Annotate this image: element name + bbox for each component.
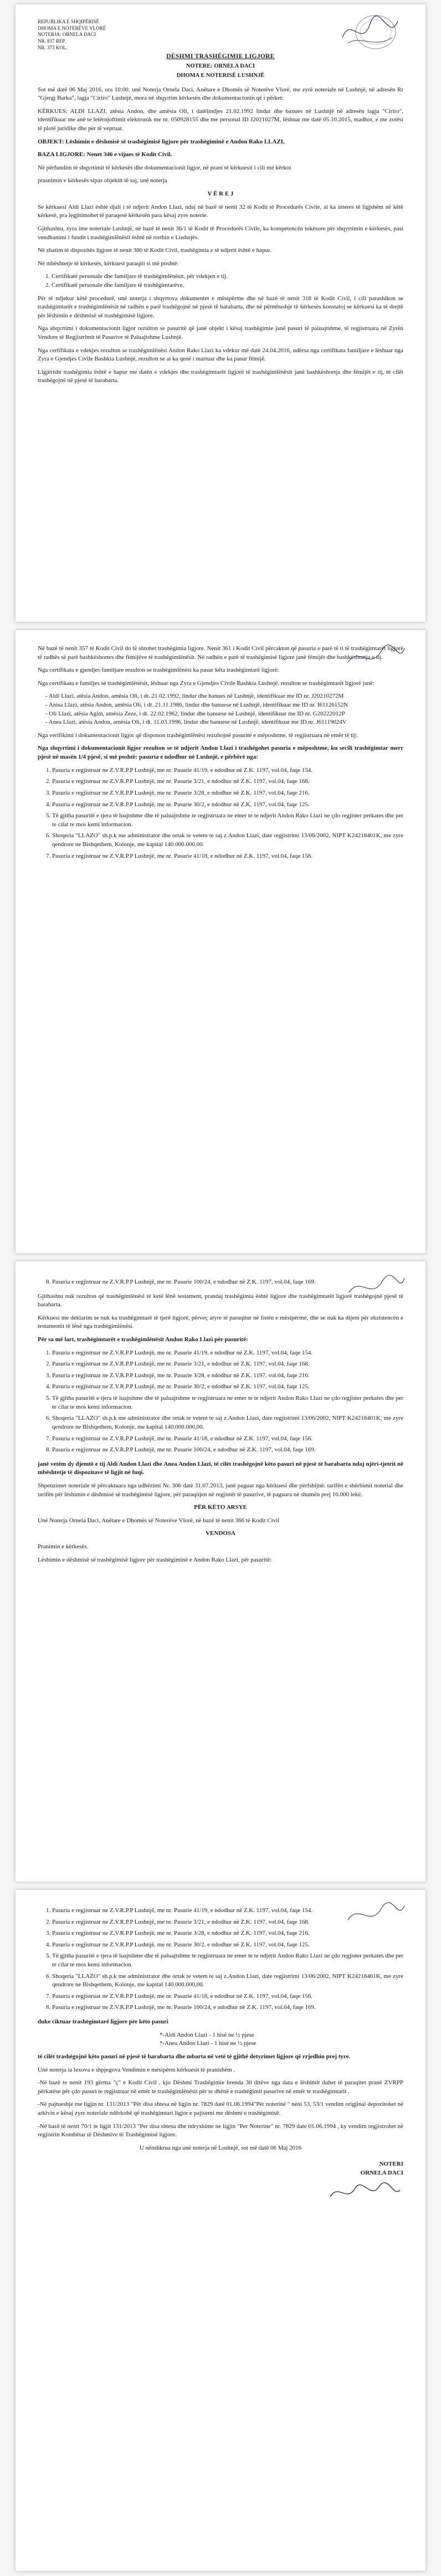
p3-paragraph: Se kërkuesi Aldi Llazi është djali i të ndjerit Andon Llazi, ndaj në bazë të nenit 32 të Kodit të Procedurës Civile, ai ka interes të ligjshëm në këtë kërkesë, pra legjitimohet të paraqesë kërkesën para kësaj zyre noterie.: [38, 203, 403, 219]
property-list: [38, 766, 403, 861]
notary-stamp-signature: [337, 10, 403, 54]
list-item: 3. Pasuria e regjistruar ne Z.V.R.P.P Lushnjë, me nr. Pasurie 3/28, e ndodhur në Z.K. 1197, vol.04, faqe 216.: [52, 789, 403, 798]
p4-7-paragraph: U nënshkrua nga unë noterja në Lushnjë, sot më datë 06 Maj 2016: [139, 2144, 302, 2151]
list-item: 6. Shoqeria "LLAZO" sh.p.k me administrator dhe ortak te vetem te saj z.Andon Llazi, date regjistrimi 13/06/2002, NIPT K24218401K, me zyre qendrore ne Bishqethem, Kolonje, me kapital 140.000.000,00.: [52, 1972, 403, 1990]
notary-stamp-signature: [342, 1266, 409, 1310]
list-item: 4. Pasuria e regjistruar ne Z.V.R.P.P Lushnjë, me nr. Pasurie 30/2, e ndodhur në Z.K. 1197, vol.04, faqe 125.: [52, 1941, 403, 1950]
baza-paragraph: BAZA LIGJORE: Nenet 346 e vijues të Kodit Civil.: [38, 151, 172, 158]
list-item: 3. Pasuria e regjistruar ne Z.V.R.P.P Lushnjë, me nr. Pasurie 3/28, e ndodhur në Z.K. 1197, vol.04, faqe 216.: [52, 1372, 403, 1380]
p3-6-paragraph: Unë Noterja Ornela Daci, Anëtare e Dhomës së Noterëve Vlorë, në bazë të nenit 366 të Kodit Civil: [38, 1517, 280, 1524]
p4-3-paragraph: Unë noterja ia lexova e shpjegova Vendimin e mësipërm kërkuesit të pranishëm .: [38, 2066, 235, 2073]
heir-item: - Anisa Llazi, atësia Andon, amësia Oli, i dt. 21.11.1986, lindur dhe banuese në Lushnjë, identifikuar me ID nr. I61126152N: [45, 702, 348, 709]
document-subtitle-2: DHOMA E NOTERISË LUSHNJË: [176, 72, 265, 79]
document-page-3: [16, 1261, 425, 1882]
list-item: 5. Të gjitha pasuritë e tjera të luajtshme dhe të paluajtshme te regjistruara ne emer te te ndjerit Andon Rako Llazi ne çdo regjister perkates dhe per te cilat te mos kemi informacion.: [52, 812, 403, 829]
list-item: 5. Të gjitha pasuritë e tjera të luajtshme dhe të paluajtshme te regjistruara ne emer te te ndjerit Andon Rako Llazi ne çdo regjister perkates dhe per te cilat te mos kemi informacion.: [52, 1394, 403, 1411]
document-page-4: [16, 1890, 425, 2571]
signature-block: [38, 2160, 403, 2208]
list-item: 7. Pasuria e regjistruar ne Z.V.R.P.P Lushnjë, me nr. Pasurie 41/18, e ndodhur në Z.K. 1197, vol.04, faqe 156.: [52, 1435, 403, 1444]
handwritten-signature: [326, 2178, 403, 2206]
header-line3: NOTERJA: ORNELA DACI: [38, 32, 96, 38]
header-line1: REPUBLIKA E SHQIPËRISË: [38, 19, 100, 24]
p3-7-paragraph: Pranimin e kërkesës.: [38, 1543, 89, 1550]
p4-2-paragraph: të cilët trashëgojnë këto pasuri në pjesë të barabarta dhe mbarta në vetë të gjithë detyrimet ligjore që rrjedhin prej tyre.: [38, 2053, 351, 2060]
list-item: 1. Pasuria e regjistruar ne Z.V.R.P.P Lushnjë, me nr. Pasurie 41/19, e ndodhur në Z.K. 1197, vol.04, faqe 154.: [52, 766, 403, 775]
list-item: 2. Certifikatë personale dhe familjare të trashëgimtarëve.: [45, 281, 184, 288]
heir-share: *-Anea Andon Llazi - 1 hisë ne ½ pjese: [160, 2040, 257, 2047]
heir-item: - Anea Llazi, atësia Andon, amësia Oli, i dt. 11.03.1996, lindur dhe banuese në Lushnjë, identifikuar me ID nr. J61119024V: [45, 719, 347, 726]
p3-2-paragraph: Kërkuesi me deklarim se nuk ka trashëgimtarë të tjerë ligjorë, përveç atyre të paraqitur në listën e mësipërme, dhe se nuk ka dijeni për ekzistencën e testamentit të lënë nga trashëgimlënësi.: [38, 1314, 403, 1330]
p9-paragraph: Nga certifikata e vdekjes rezulton se trashëgimlënësi Andon Rako Llazi ka vdekur më datë 24.04.2016, ndërsa nga certifikata familjare e lëshuar nga Zyra e Gjendjes Civile Bashkia Lushnjë, rezulton se ai ka qenë i martuar dhe ka pasur fëmijë.: [38, 347, 403, 363]
signature-title: NOTERI: [379, 2161, 403, 2168]
p4-6-paragraph: -Në bazë të nenit 70/1 te ligjit 131/2013 "Per disa shtesa dhe ndryshime ne ligjin "Per Noterine" nr. 7829 date 01.06.1994 , ky vendim regjistrohet në regjistrin Kombëtar të Dëshmive të Trashëgimisë ligjore.: [38, 2122, 403, 2139]
p2-3-paragraph: Nga verifikimi i dokumentacionit ligjor që disponon trashëgimlënësi rezultojnë pasuritë e mëposhtme, të regjistruara në emër të tij:: [38, 731, 358, 739]
list-item: 2. Pasuria e regjistruar ne Z.V.R.P.P Lushnjë, me nr. Pasurie 3/21, e ndodhur në Z.K. 1197, vol.04, faqe 168.: [52, 1360, 403, 1369]
list-item: 3. Pasuria e regjistruar ne Z.V.R.P.P Lushnjë, me nr. Pasurie 3/28, e ndodhur në Z.K. 1197, vol.04, faqe 216.: [52, 1929, 403, 1938]
list-item: 2. Pasuria e regjistruar ne Z.V.R.P.P Lushnjë, me nr. Pasurie 3/21, e ndodhur në Z.K. 1197, vol.04, faqe 168.: [52, 777, 403, 786]
p3-1-paragraph: Gjithashtu nuk rezulton që trashëgimlënësi të ketë lënë testament, prandaj trashëgimia është ligjore dhe trashëgimtarët ligjorë trashëgojnë pjesë të barabarta.: [38, 1292, 403, 1308]
list-item: 4. Pasuria e regjistruar ne Z.V.R.P.P Lushnjë, me nr. Pasurie 30/2, e ndodhur në Z.K. 1197, vol.04, faqe 125.: [52, 801, 403, 810]
property-list: [38, 1349, 403, 1455]
heir-item: - Oli Llazi, atësia Agim, amësia Zeze, i dt. 22.02.1962, lindur dhe banuese në Lushnjë, identifikuar me ID nr. G20222012P: [45, 710, 345, 717]
p2-2-paragraph: Nga certifikata e gjendjes familjare rezulton se trashëgimlënësi ka pasur këta trashëgimtarë ligjorë:: [38, 667, 279, 674]
list-item: 2. Pasuria e regjistruar ne Z.V.R.P.P Lushnjë, me nr. Pasurie 3/21, e ndodhur në Z.K. 1197, vol.04, faqe 168.: [52, 1918, 403, 1927]
verej-heading: V Ë R E J: [207, 190, 234, 198]
kerkues-paragraph: KËRKUES: ALDI LLAZI, atësia Andon, dhe amësia Oli, i datëlindjes 21.02.1992 lindur dhe banues në Lushnjë në adresën lagja "Ciriro", identifikuar me anë te letërnjoftimit elektronik me nr. 050928155 dhe me personal ID J2021027M, lëshuar me datë 05.10.2015, madhor, e me zotësi të plotë juridike dhe për të vepruar.: [38, 107, 403, 132]
document-page-2: [16, 630, 425, 1253]
notary-stamp-signature: [342, 635, 409, 679]
p3-4-paragraph: janë vetëm dy djemtë e tij Aldi Andon Llazi dhe Anea Andon Llazi, të cilët trashëgojnë këto pasuri në pjesë të barabarta ndaj njëri-tjetrit në mbështetje të dispozitave të ligjit në fuqi.: [38, 1460, 403, 1476]
header-kol: NR. 373 KOL.: [38, 44, 68, 50]
p3-5-paragraph: Shpenzimet noteriale të përcaktuara nga udhëzimi Nr. 306 datë 31.07.2013, janë paguar nga kërkuesi dhe përfshijnë: tarifën e shërbimit noterial dhe tarifën për lëshimin e dëshmisë së trashëgimisë ligjore, për paraqitjen në regjistër të pasurive, të paguara në shumën prej 10.000 lekë.: [38, 1482, 403, 1498]
heir-item: - Aldi Llazi, atësia Andon, amësia Oli, i dt. 21.02.1992, lindur dhe banues në Lushnjë, identifikuar me ID nr. J20210272M: [45, 693, 344, 700]
document-subtitle-1: NOTERE: ORNELA DACI: [186, 63, 255, 69]
list-item: 4. Pasuria e regjistruar ne Z.V.R.P.P Lushnjë, me nr. Pasurie 30/2, e ndodhur në Z.K. 1197, vol.04, faqe 125.: [52, 1383, 403, 1392]
p4-paragraph: Gjithashtu, zyra ime noteriale Lushnjë, në bazë të nenit 36/1 të Kodit të Procedurës Civile, ka kompetencën tokësore për shqyrtimin e kërkesës, pasi vendbanimi i fundit i trashëgimlënësit është në rrethin e Lushnjës.: [38, 225, 403, 241]
header-line2: DHOMA E NOTERËVE VLORË: [38, 25, 106, 31]
list-item: 8. Pasuria e regjistruar ne Z.V.R.P.P Lushnjë, me nr. Pasurie 100/24, e ndodhur në Z.K. 1197, vol.04, faqe 169.: [52, 1446, 403, 1455]
objekt-paragraph: OBJEKT: Lëshimin e dëshmisë së trashëgimisë ligjore për trashëgiminë e Andon Rako LLAZI,: [38, 138, 285, 145]
list-item: 6. Shoqeria "LLAZO" sh.p.k me administrator dhe ortak te vetem te saj z.Andon Llazi, date regjistrimi 13/06/2002, NIPT K24218401K, me zyre qendrore ne Bishqethem, Kolonje, me kapital 140.000.000,00.: [52, 832, 403, 849]
list-item: 5. Të gjitha pasuritë e tjera të luajtshme dhe të paluajtshme te regjistruara ne emer te te ndjerit Andon Rako Llazi ne çdo regjister perkates dhe per te cilat te mos kemi informacion.: [52, 1952, 403, 1969]
p3-3-paragraph: Për sa më lart, trashëgimtarët e trashëgimlënësit Andon Rako Llazi për pasuritë:: [38, 1336, 248, 1343]
list-item: 6. Shoqeria "LLAZO" sh.p.k me administrator dhe ortak te vetem te saj z.Andon Llazi, date regjistrimi 13/06/2002, NIPT K24218401K, me zyre qendrore ne Bishqethem, Kolonje, me kapital 140.000.000,00.: [52, 1414, 403, 1431]
p1-paragraph: Në përfundim të shqyrtimit të kërkesës dhe dokumentacionit ligjor, në prani të kërkuesit i cili më kërkoi: [38, 164, 291, 171]
p8-paragraph: Nga shqyrtimi i dokumentacionit ligjor rezulton se pasuritë që janë objekt i kësaj trashëgimie janë pasuri të paluajtshme, të regjistruara në Zyrën Vendore të Regjistrimit të Pasurive të Paluajtshme Lushnjë.: [38, 325, 403, 341]
vendosa-heading: VENDOSA: [206, 1530, 235, 1537]
signature-name: ORNELA DACI: [360, 2170, 403, 2177]
p2-paragraph: prasnimin e kërkesës sipas objektit të saj, unë noterja: [38, 177, 167, 184]
header-nr: NR. 837 REP.: [38, 38, 66, 44]
p4-4-paragraph: -Në bazë te nenit 193 gërma "ç" e Kodit Civil , kjo Dëshmi Trashëgimie brenda 30 ditëve nga data e lëshimit duhet të paraqitet pranë ZVRPP përkatëse për çdo pasuri te regjistruar në emër te trashëgimlënësit për te dhënë e trashëgimit pasurive në emër te trashëgimtarit .: [38, 2079, 403, 2095]
document-page-1: [16, 4, 425, 622]
list-item: 1. Pasuria e regjistruar ne Z.V.R.P.P Lushnjë, me nr. Pasurie 41/19, e ndodhur në Z.K. 1197, vol.04, faqe 154.: [52, 1907, 403, 1915]
heirs-intro-paragraph: Nga certifikata e familjes së trashëgimlënësit, lëshuar nga Zyra e Gjendjes Civile Bashkia Lushnjë, rezulton se trashëgimtarët ligjorë janë:: [38, 679, 375, 687]
p5-paragraph: Në zbatim të dispozitës ligjore të nenit 380 të Kodit Civil, trashëgimia e të ndjerit është e hapur.: [38, 247, 271, 254]
list-item: 7. Pasuria e regjistruar ne Z.V.R.P.P Lushnjë, me nr. Pasurie 41/18, e ndodhur në Z.K. 1197, vol.04, faqe 156.: [52, 1992, 403, 2001]
p2-1-paragraph: Në bazë të nenit 357 të Kodit Civil do të shtohet trashëgimia ligjore. Nenit 361 i Kodit Civil përcakton që pasuria e parë të ti të trashëgimtarët ligjorë të radhës së parë bashkëshortes dhe fëmijëve të trashëgimlënësit. Në radhën e parë të trashëgimisë ligjore janë fëmijët dhe bashkëshortja e tij.: [38, 645, 403, 661]
p4-5-paragraph: -Në pajtueshje me ligjin nr. 131/2013 "Për disa shtesa në ligjin nr. 7829 datë 01.06.1994"Për noterinë " neni 53, 53/1 vendim origjinal depozitohet në arkivin e kësaj zyre noteriale ndërkohë që trashëgimtari ligjor e pajisemi me dëshmi e trashëgimisë.: [38, 2101, 403, 2116]
list-item: 8. Pasuria e regjistruar ne Z.V.R.P.P Lushnjë, me nr. Pasurie 100/24, e ndodhur në Z.K. 1197, vol.04, faqe 169.: [52, 1278, 403, 1287]
notary-stamp-signature: [342, 1894, 409, 1939]
p6-paragraph: Në mbështetje të kërkesës, kërkuesi paraqiti si më poshtë:: [38, 260, 179, 267]
p10-paragraph: Ligjërisht trashëgimia është e hapur me datën e vdekjes dhe trashëgimtarët ligjorë të trashëgimlënësit janë bashkëshortja dhe fëmijët e tij, të cilët trashëgojnë në pjesë të barabarta.: [38, 368, 403, 384]
list-item: 8. Pasuria e regjistruar ne Z.V.R.P.P Lushnjë, me nr. Pasurie 100/24, e ndodhur në Z.K. 1197, vol.04, faqe 169.: [52, 2003, 403, 2012]
p7-paragraph: Për të ndjekur këtë procedurë, unë noterja i shqyrtova dokumentet e mësipërme dhe në bazë të nenit 318 të Kodit Civil, i cili parashikon se trashëgimtarët e trashëgimlënësit në radhën e parë trashëgojnë në pjesë të barabarta, dhe në përmbushje të kërkesës konstatoj se kërkuesi ka të drejtë për lëshimin e dëshmisë së trashëgimisë ligjore.: [38, 295, 403, 319]
p3-8-paragraph: Lëshimin e dëshmisë së trashëgimisë ligjore për trashëgiminë e Andon Rako Llazi, për pasuritë:: [38, 1556, 272, 1563]
intro-paragraph: Sot më datë 06 Maj 2016, ora 10:00, unë Noterja Ornela Daci, Anëtare e Dhomës së Noterëve Vlorë, me zyrë noteriale në Lushnjë, në adresën Rr "Gjergj Barka", lagja "Ciriro" Lushnjë, mora në shqyrtim kërkesën dhe dokumentacionin që i përket:: [38, 86, 403, 102]
list-item: 7. Pasuria e regjistruar ne Z.V.R.P.P Lushnjë, me nr. Pasurie 41/18, e ndodhur në Z.K. 1197, vol.04, faqe 156.: [52, 852, 403, 861]
heir-share: *-Aldi Andon Llazi - 1 hisë ne ½ pjese: [160, 2031, 254, 2038]
per-keto-heading: PËR KËTO ARSYE: [194, 1504, 247, 1511]
p4-1-paragraph: duke ciktuar trashëgimtarë ligjore për këto pasuri: [38, 2018, 168, 2026]
list-item: 1. Pasuria e regjistruar ne Z.V.R.P.P Lushnjë, me nr. Pasurie 41/19, e ndodhur në Z.K. 1197, vol.04, faqe 154.: [52, 1349, 403, 1358]
document-title: DËSHMI TRASHËGIMIE LIGJORE: [166, 53, 275, 60]
list-item: 1. Certifikatë personale dhe familjare të trashëgimlënësit, për vdekjen e tij.: [45, 273, 228, 280]
p2-4-paragraph: Nga shqyrtimi i dokumentacionit ligjor rezulton se të ndjerit Andon Llazi i trashëgohet pasuria e mëposhtme, ku secili trashëgimtar merr pjesë në masën 1/4 pjesë, si më poshtë: pasuria e ndodhur në Lushnjë, e përbërë nga:: [38, 745, 403, 761]
